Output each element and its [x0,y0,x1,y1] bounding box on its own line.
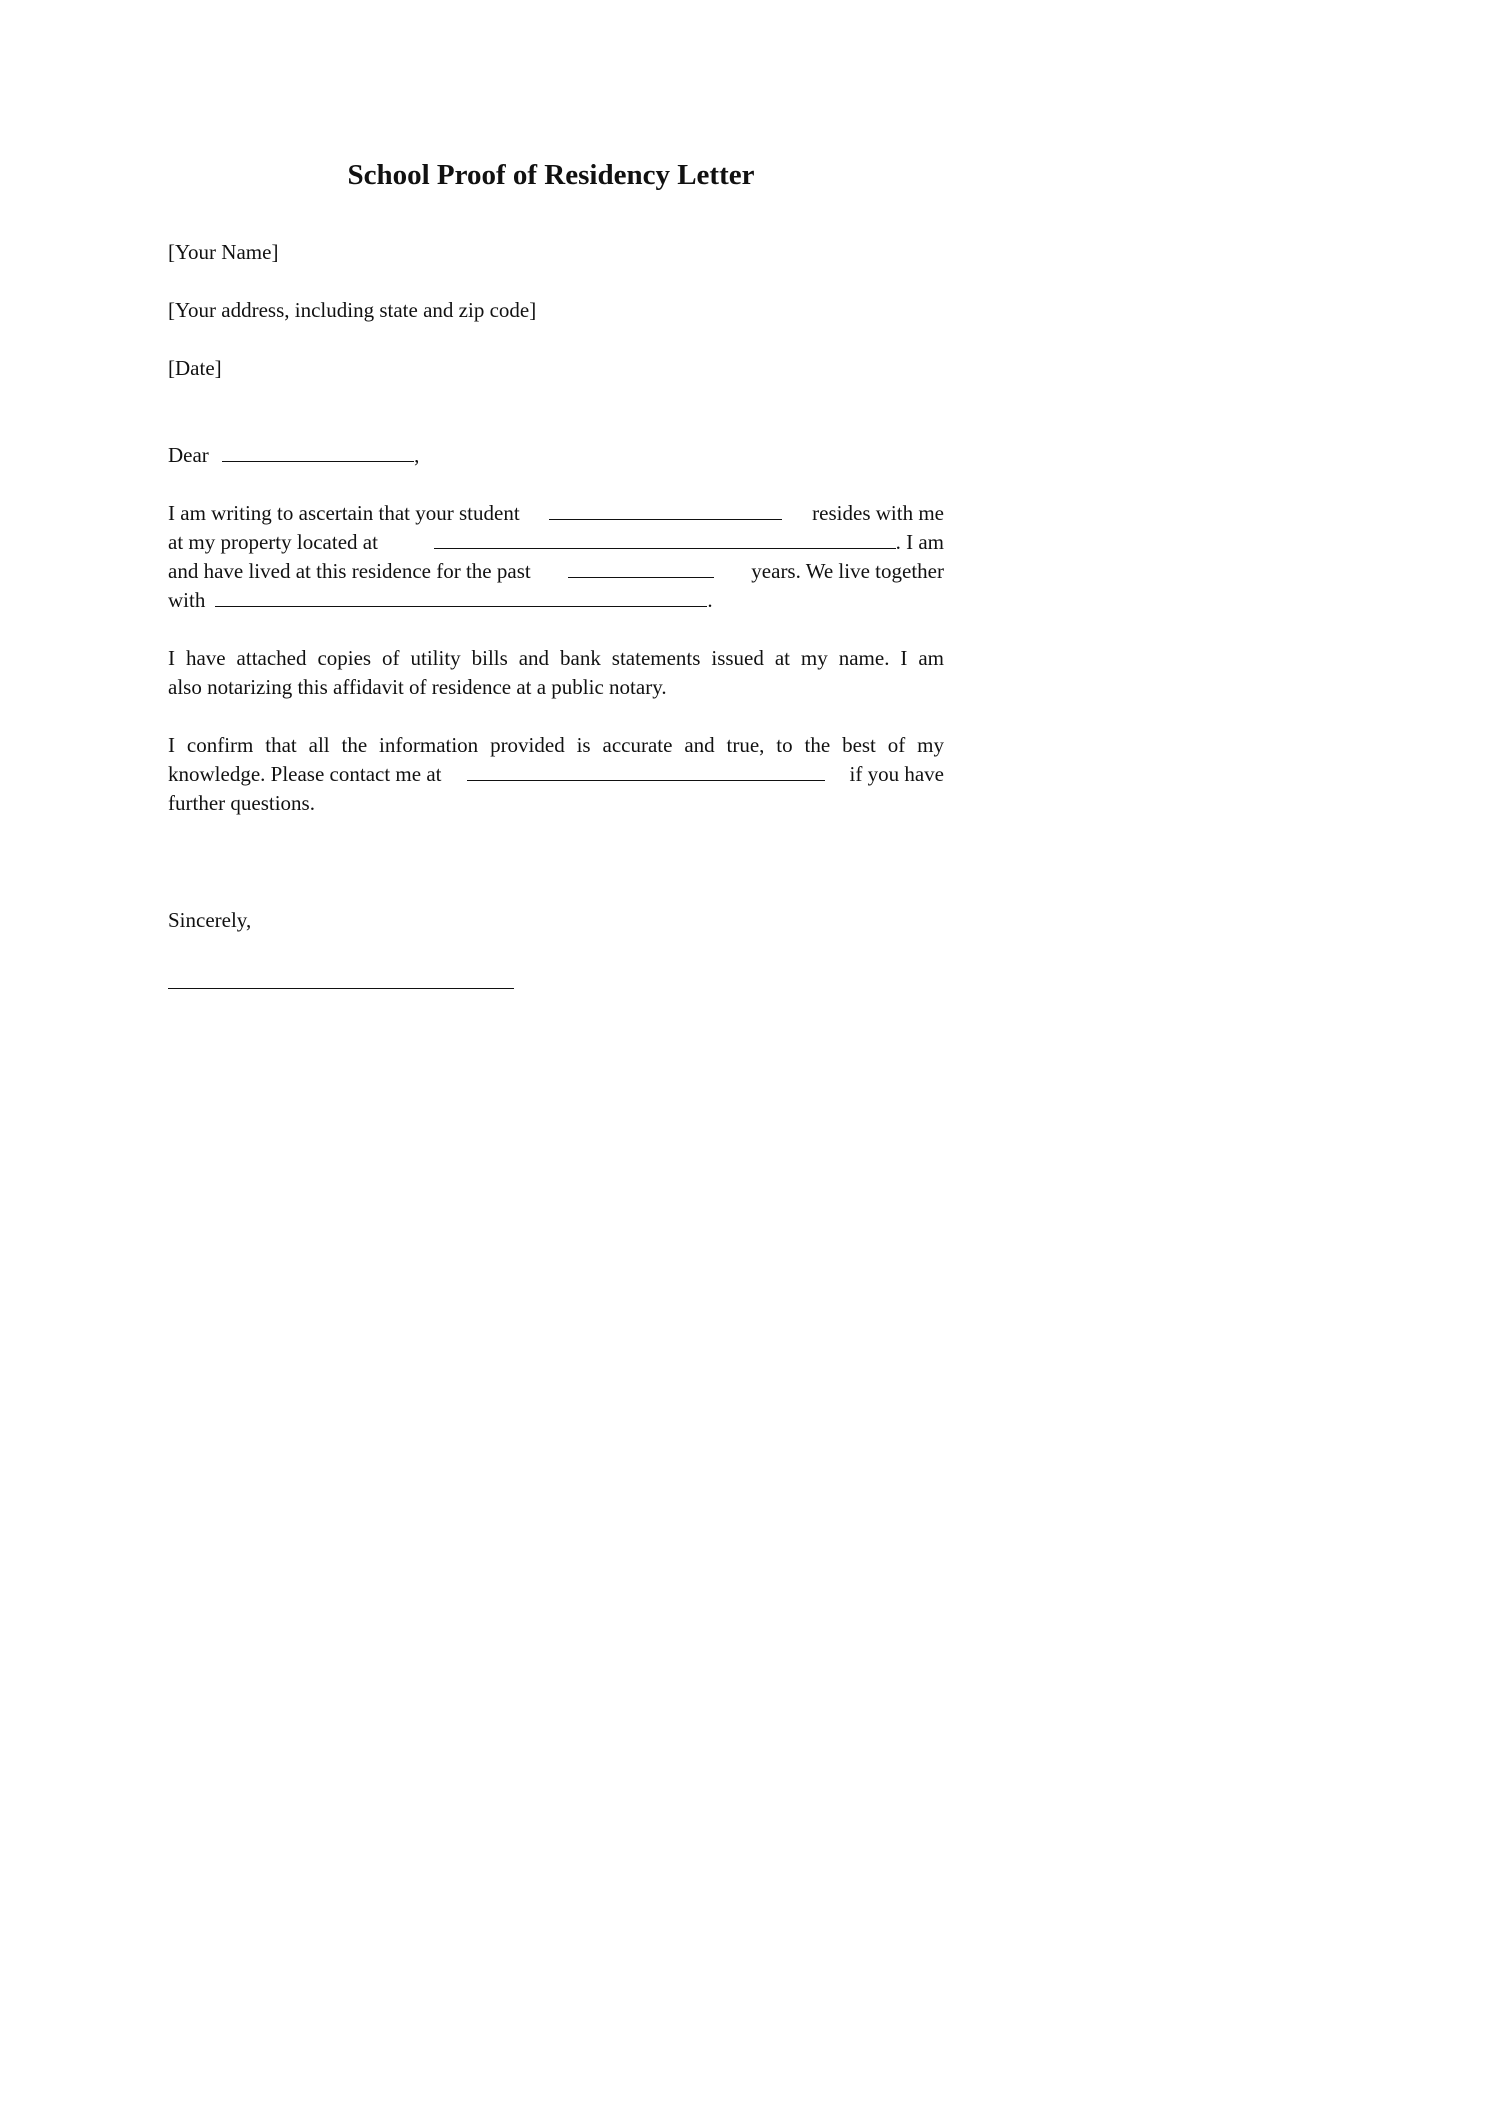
paragraph-line: I confirm that all the information provided is accurate and true, to the best of my [168,733,944,757]
paragraph-confirmation [168,731,944,818]
text-segment: I am writing to ascertain that your student [168,501,520,525]
text-segment: if you have [849,762,944,786]
text-segment: also notarizing this affidavit of residence at a public notary. [168,675,667,699]
paragraph-residency [168,499,944,615]
salutation [168,441,419,470]
paragraph-line [168,557,944,586]
property-address-blank[interactable] [434,528,896,549]
contact-blank[interactable] [467,760,825,781]
salutation-comma: , [414,443,420,467]
student-name-blank[interactable] [549,499,782,520]
paragraph-line: I have attached copies of utility bills and bank statements issued at my name. I am [168,646,944,670]
paragraph-line [168,586,944,615]
text-segment: with [168,588,206,612]
sender-name: [Your Name] [168,240,279,264]
text-segment: knowledge. Please contact me at [168,762,442,786]
text-segment: years. We live together [751,559,944,583]
paragraph-attachments [168,644,944,702]
sender-address: [Your address, including state and zip code] [168,298,537,322]
signature-line[interactable] [168,988,514,989]
address-blank-group [434,528,944,557]
text-segment: . [707,588,713,612]
recipient-blank[interactable] [222,441,414,462]
salutation-word: Dear [168,443,209,467]
text-segment: . I am [895,530,944,554]
text-segment: resides with me [812,501,944,525]
text-segment: and have lived at this residence for the past [168,559,531,583]
paragraph-line [168,789,944,818]
years-blank[interactable] [568,557,714,578]
letter-date: [Date] [168,356,222,380]
paragraph-line [168,760,944,789]
paragraph-line [168,673,944,702]
paragraph-line [168,499,944,528]
paragraph-line [168,528,944,557]
text-segment: at my property located at [168,530,378,554]
cohabitants-blank[interactable] [215,586,707,607]
closing: Sincerely, [168,908,252,932]
document-title: School Proof of Residency Letter [347,159,755,191]
text-segment: further questions. [168,791,315,815]
